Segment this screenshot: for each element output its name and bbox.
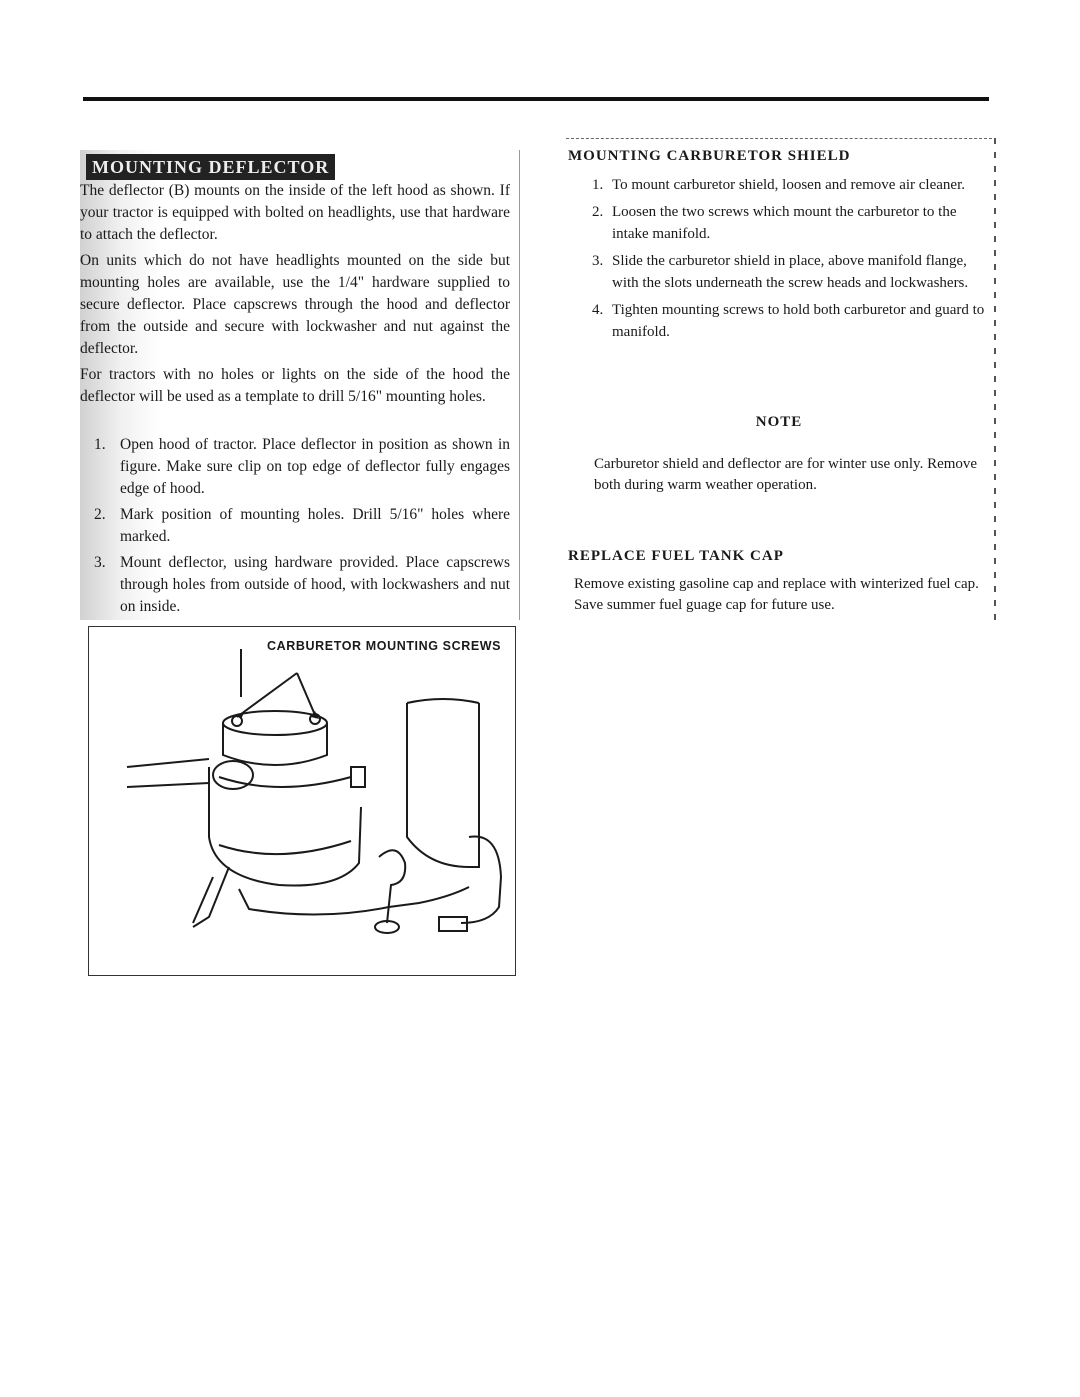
carburetor-step: 4. Tighten mounting screws to hold both carburetor and guard to manifold. <box>592 302 985 340</box>
right-top-rule <box>566 138 992 141</box>
carburetor-steps <box>592 174 992 348</box>
deflector-steps <box>94 434 510 622</box>
left-column <box>80 150 520 620</box>
deflector-step: 1. Open hood of tractor. Place deflector in position as shown in figure. Make sure clip on top edge of deflector fully engages edge of hood. <box>94 436 510 497</box>
deflector-paragraph-1: The deflector (B) mounts on the inside of the left hood as shown. If your tractor is equipped with bolted on headlights, use that hardware to attach the deflector. <box>80 182 510 243</box>
fuel-cap-text: Remove existing gasoline cap and replace with winterized fuel cap. Save summer fuel guage cap for future use. <box>574 576 979 613</box>
carburetor-figure <box>88 626 516 976</box>
carburetor-illustration <box>89 627 515 975</box>
section-title-carburetor-shield: MOUNTING CARBURETOR SHIELD <box>568 148 851 164</box>
carburetor-step: 2. Loosen the two screws which mount the carburetor to the intake manifold. <box>592 204 957 242</box>
note-text: Carburetor shield and deflector are for winter use only. Remove both during warm weather operation. <box>594 456 978 493</box>
deflector-paragraph-3: For tractors with no holes or lights on the side of the hood the deflector will be used as a template to drill 5/16" mounting holes. <box>80 366 510 405</box>
deflector-paragraph-2: On units which do not have headlights mounted on the side but mounting holes are available, use the 1/4" hardware supplied to secure deflector. Place capscrews through the hood and deflector from the outside and secure with lockwasher and nut against the deflector. <box>80 252 510 357</box>
right-scan-edge <box>994 138 996 624</box>
carburetor-step: 3. Slide the carburetor shield in place, above manifold flange, with the slots underneath the screw heads and lockwashers. <box>592 253 969 291</box>
section-title-deflector: MOUNTING DEFLECTOR <box>86 154 335 180</box>
deflector-step: 3. Mount deflector, using hardware provided. Place capscrews through holes from outside of hood, with lockwashers and nut on inside. <box>94 554 510 615</box>
carburetor-step: 1. To mount carburetor shield, loosen and remove air cleaner. <box>592 177 965 193</box>
note-title: NOTE <box>755 414 803 430</box>
top-rule <box>83 97 989 101</box>
deflector-section <box>80 150 520 620</box>
deflector-step: 2. Mark position of mounting holes. Drill 5/16" holes where marked. <box>94 506 510 545</box>
figure-caption: CARBURETOR MOUNTING SCREWS <box>267 639 502 653</box>
section-title-fuel-cap: REPLACE FUEL TANK CAP <box>568 548 784 564</box>
